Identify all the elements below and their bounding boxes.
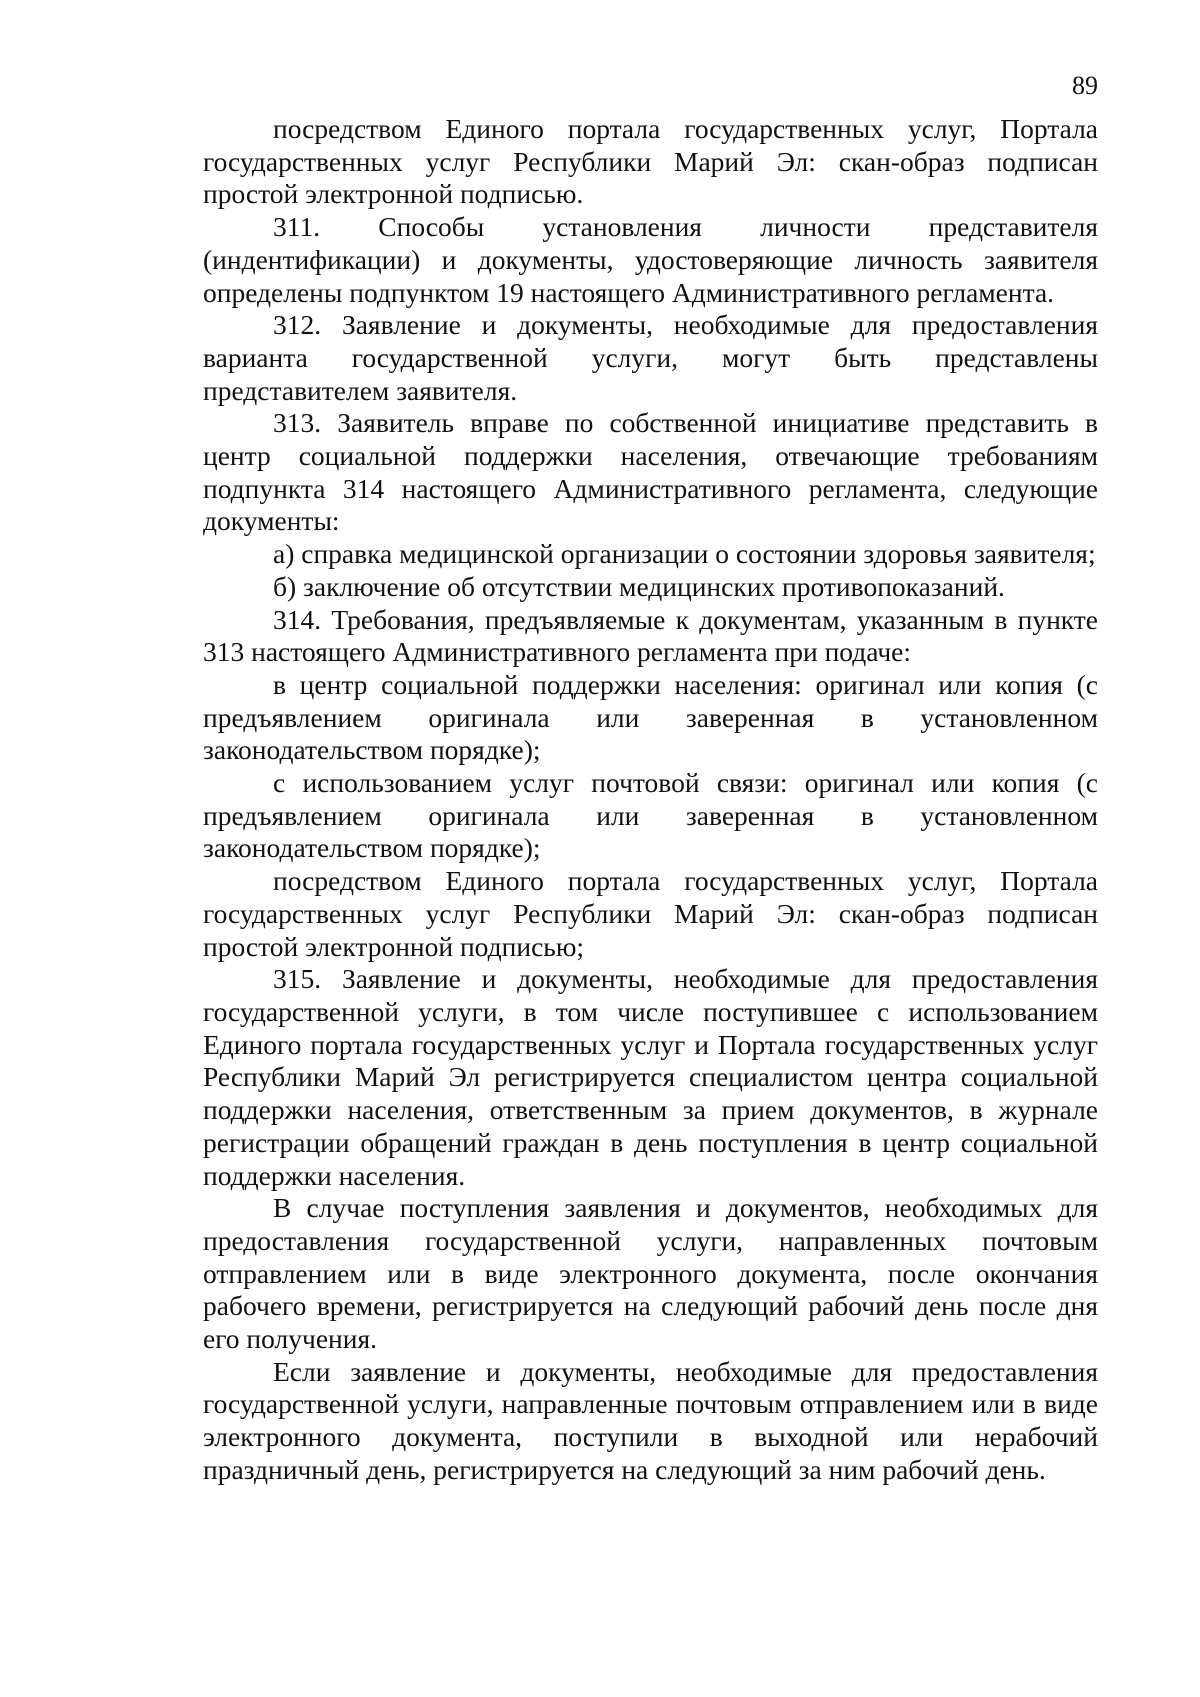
paragraph-text: Требования, предъявляемые к документам, указанным в пункте 313 настоящего Административного регламента при подаче: bbox=[203, 603, 1099, 668]
paragraph-313 bbox=[203, 407, 1098, 538]
paragraph-text: Если заявление и документы, необходимые для предоставления государственной услуги, направленные почтовым отправлением или в виде электронного документа, поступили в выходной или нерабочий праздничный день, регистрируется на следующий за ним рабочий день. bbox=[203, 1355, 1098, 1485]
paragraph bbox=[203, 865, 1098, 963]
paragraph-text: в центр социальной поддержки населения: оригинал или копия (с предъявлением оригинала или заверенная в установленном законодательством порядке); bbox=[203, 668, 1098, 766]
paragraph-311 bbox=[203, 211, 1098, 309]
paragraph-text: б) заключение об отсутствии медицинских противопоказаний. bbox=[273, 570, 1005, 602]
paragraph bbox=[203, 669, 1098, 767]
page-number: 89 bbox=[1072, 71, 1098, 100]
paragraph-text: Заявление и документы, необходимые для предоставления варианта государственной услуги, могут быть представлены представителем заявителя. bbox=[203, 309, 1098, 406]
paragraph-text: посредством Единого портала государственных услуг, Портала государственных услуг Республики Марий Эл: скан-образ подписан простой электронной подписью. bbox=[203, 113, 1098, 210]
paragraph-text: с использованием услуг почтовой связи: оригинал или копия (с предъявлением оригинала или заверенная в установленном законодательством порядке); bbox=[203, 767, 1098, 864]
list-item-a bbox=[203, 538, 1098, 571]
paragraph-text: Заявитель вправе по собственной инициативе представить в центр социальной поддержки населения, отвечающие требованиям подпункта 314 настоящего Административного регламента, следующие документы: bbox=[203, 407, 1098, 537]
list-item-b bbox=[203, 571, 1098, 604]
paragraph bbox=[203, 1192, 1098, 1356]
document-body bbox=[203, 113, 1098, 1487]
paragraph-number: 311. bbox=[273, 211, 321, 243]
paragraph-315 bbox=[203, 963, 1098, 1192]
paragraph-text: посредством Единого портала государственных услуг, Портала государственных услуг Республики Марий Эл: скан-образ подписан простой электронной подписью; bbox=[203, 865, 1098, 962]
paragraph bbox=[203, 113, 1098, 211]
paragraph-number: 314. bbox=[273, 603, 322, 635]
paragraph-312 bbox=[203, 309, 1098, 407]
paragraph-text: В случае поступления заявления и документов, необходимых для предоставления государственной услуги, направленных почтовым отправлением или в виде электронного документа, после окончания рабочего времени, регистрируется на следующий рабочий день после дня его получения. bbox=[203, 1192, 1098, 1355]
paragraph-number: 313. bbox=[273, 407, 322, 439]
paragraph-314 bbox=[203, 604, 1098, 669]
paragraph-number: 312. bbox=[273, 309, 322, 341]
paragraph bbox=[203, 767, 1098, 865]
paragraph bbox=[203, 1356, 1098, 1487]
paragraph-number: 315. bbox=[273, 963, 322, 995]
paragraph-text: Способы установления личности представителя (индентификации) и документы, удостоверяющие личность заявителя определены подпунктом 19 настоящего Административного регламента. bbox=[203, 211, 1098, 308]
paragraph-text: Заявление и документы, необходимые для предоставления государственной услуги, в том числе поступившее с использованием Единого портала государственных услуг и Портала государственных услуг Республики Марий Эл регистрируется специалистом центра социальной поддержки населения, ответственным за прием документов, в журнале регистрации обращений граждан в день поступления в центр социальной поддержки населения. bbox=[203, 963, 1098, 1191]
paragraph-text: а) справка медицинской организации о состоянии здоровья заявителя; bbox=[273, 538, 1096, 570]
